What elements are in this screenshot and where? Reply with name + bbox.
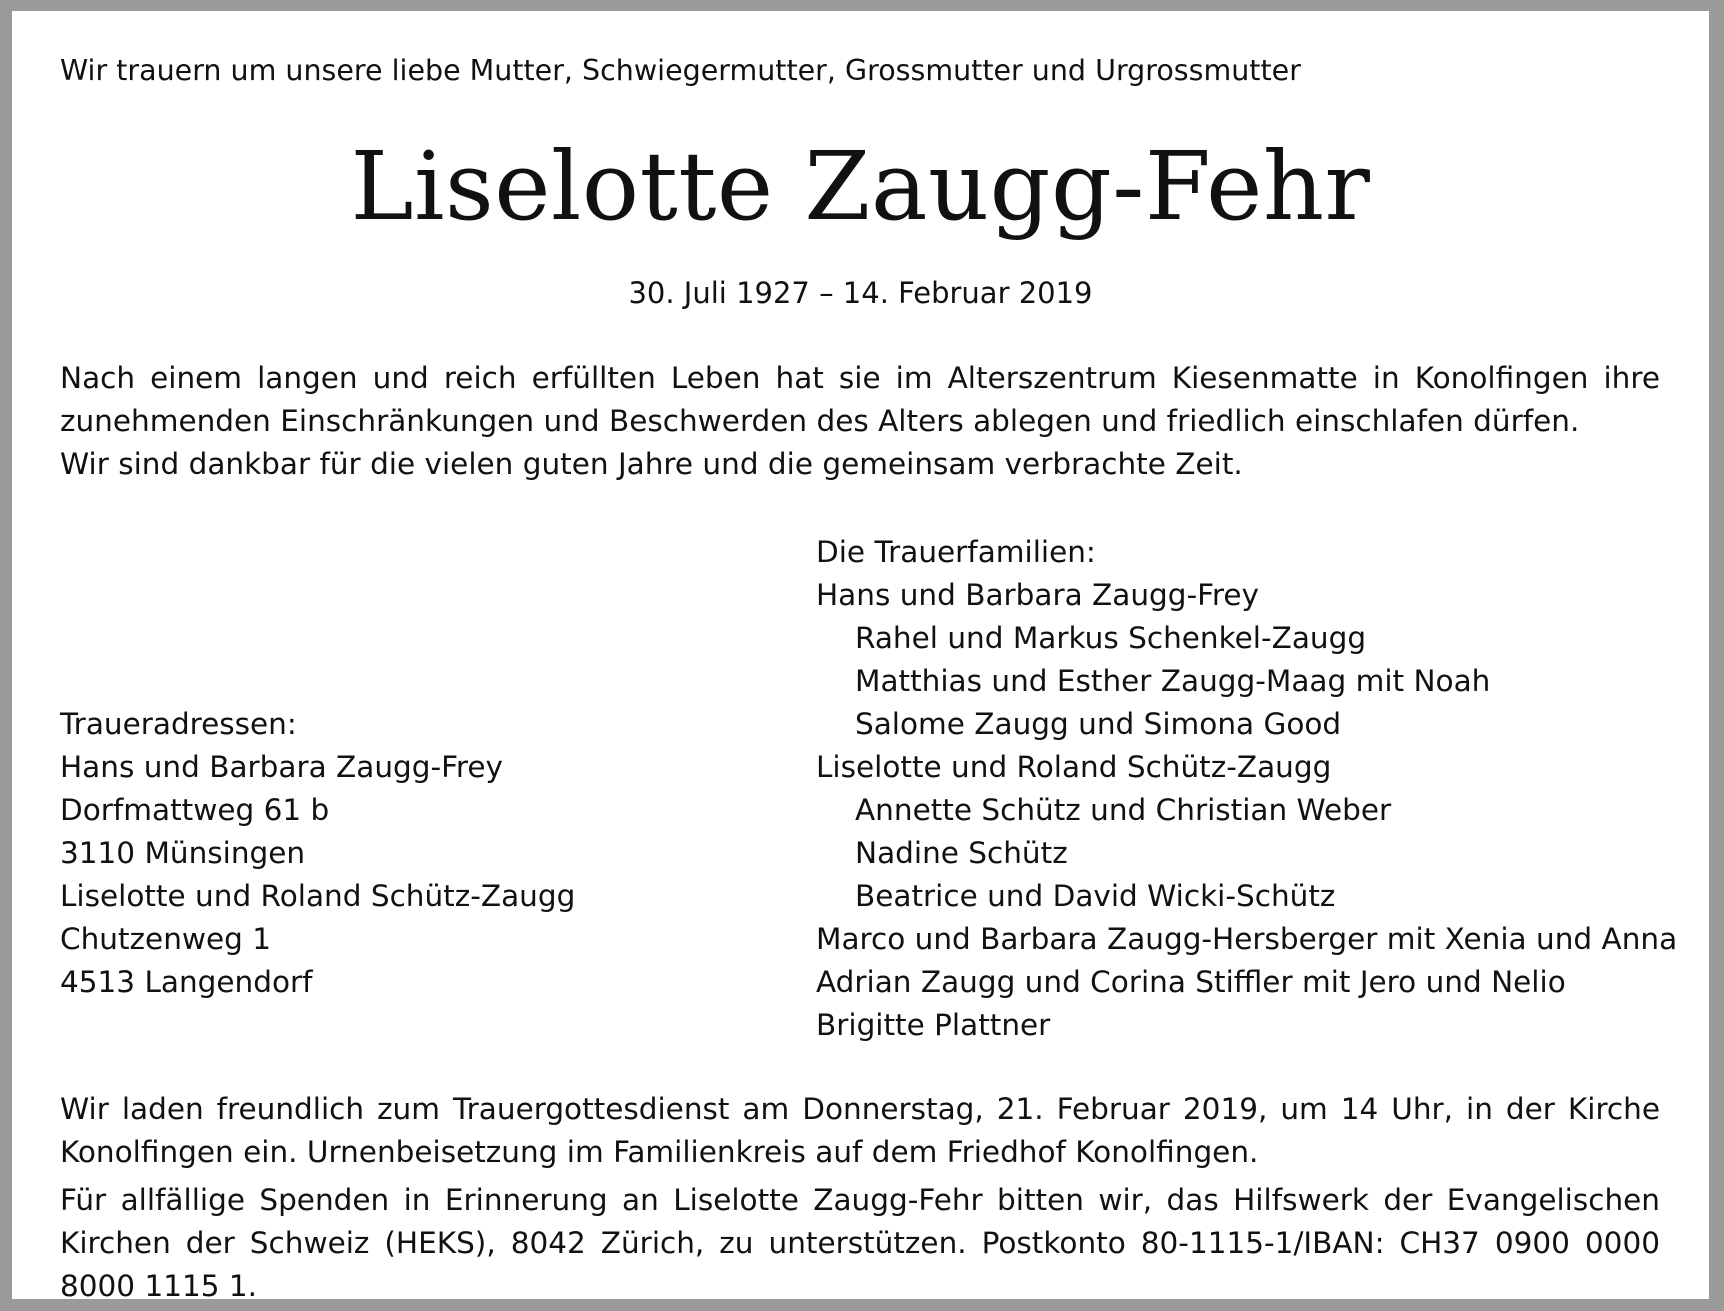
donations-text: Für allfällige Spenden in Erinnerung an Liselotte Zaugg-Fehr bitten wir, das Hilfswerk der Evangelischen Kirchen der Schweiz (HEKS), 8042 Zürich, zu unterstützen. Postkonto 80-1115-1/IBAN: CH37 0900 0000 8000 1115 1. xyxy=(60,1183,1660,1303)
address-city: 3110 Münsingen xyxy=(60,836,306,870)
farewell-paragraph xyxy=(60,357,1660,486)
families-heading: Die Trauerfamilien: xyxy=(816,535,1096,569)
addresses-heading: Traueradressen: xyxy=(60,707,297,741)
donations-paragraph xyxy=(60,1179,1660,1308)
deceased-name: Liselotte Zaugg-Fehr xyxy=(350,132,1371,242)
address-street: Chutzenweg 1 xyxy=(60,922,272,956)
family-line: Brigitte Plattner xyxy=(816,1008,1051,1042)
family-line: Annette Schütz und Christian Weber xyxy=(855,793,1392,827)
address-block xyxy=(60,746,575,875)
family-line: Nadine Schütz xyxy=(855,836,1068,870)
family-line: Matthias und Esther Zaugg-Maag mit Noah xyxy=(855,664,1491,698)
family-line: Rahel und Markus Schenkel-Zaugg xyxy=(855,621,1367,655)
family-line: Salome Zaugg und Simona Good xyxy=(855,707,1342,741)
address-street: Dorfmattweg 61 b xyxy=(60,793,330,827)
family-line: Hans und Barbara Zaugg-Frey xyxy=(816,578,1260,612)
mourning-families xyxy=(816,531,1677,1047)
family-line: Beatrice und David Wicki-Schütz xyxy=(855,879,1336,913)
address-block xyxy=(60,875,575,1004)
service-paragraph xyxy=(60,1088,1660,1174)
family-line: Adrian Zaugg und Corina Stiffler mit Jero und Nelio xyxy=(816,965,1566,999)
family-line: Marco und Barbara Zaugg-Hersberger mit Xenia und Anna xyxy=(816,922,1678,956)
address-city: 4513 Langendorf xyxy=(60,965,313,999)
address-name: Liselotte und Roland Schütz-Zaugg xyxy=(60,879,576,913)
farewell-text: Nach einem langen und reich erfüllten Leben hat sie im Alterszentrum Kiesenmatte in Konolfingen ihre zunehmenden Einschränkungen und Beschwerden des Alters ablegen und friedlich einschlafen dürfen. xyxy=(60,361,1660,438)
address-name: Hans und Barbara Zaugg-Frey xyxy=(60,750,504,784)
gratitude-text: Wir sind dankbar für die vielen guten Jahre und die gemeinsam verbrachte Zeit. xyxy=(60,447,1243,481)
mourning-addresses xyxy=(60,703,575,1004)
obituary-notice xyxy=(12,11,1709,1303)
service-text: Wir laden freundlich zum Trauergottesdienst am Donnerstag, 21. Februar 2019, um 14 Uhr, in der Kirche Konolfingen ein. Urnenbeisetzung im Familienkreis auf dem Friedhof Konolfingen. xyxy=(60,1092,1660,1169)
life-dates: 30. Juli 1927 – 14. Februar 2019 xyxy=(628,276,1093,310)
intro-line: Wir trauern um unsere liebe Mutter, Schwiegermutter, Grossmutter und Urgrossmutter xyxy=(60,54,1301,87)
family-line: Liselotte und Roland Schütz-Zaugg xyxy=(816,750,1332,784)
